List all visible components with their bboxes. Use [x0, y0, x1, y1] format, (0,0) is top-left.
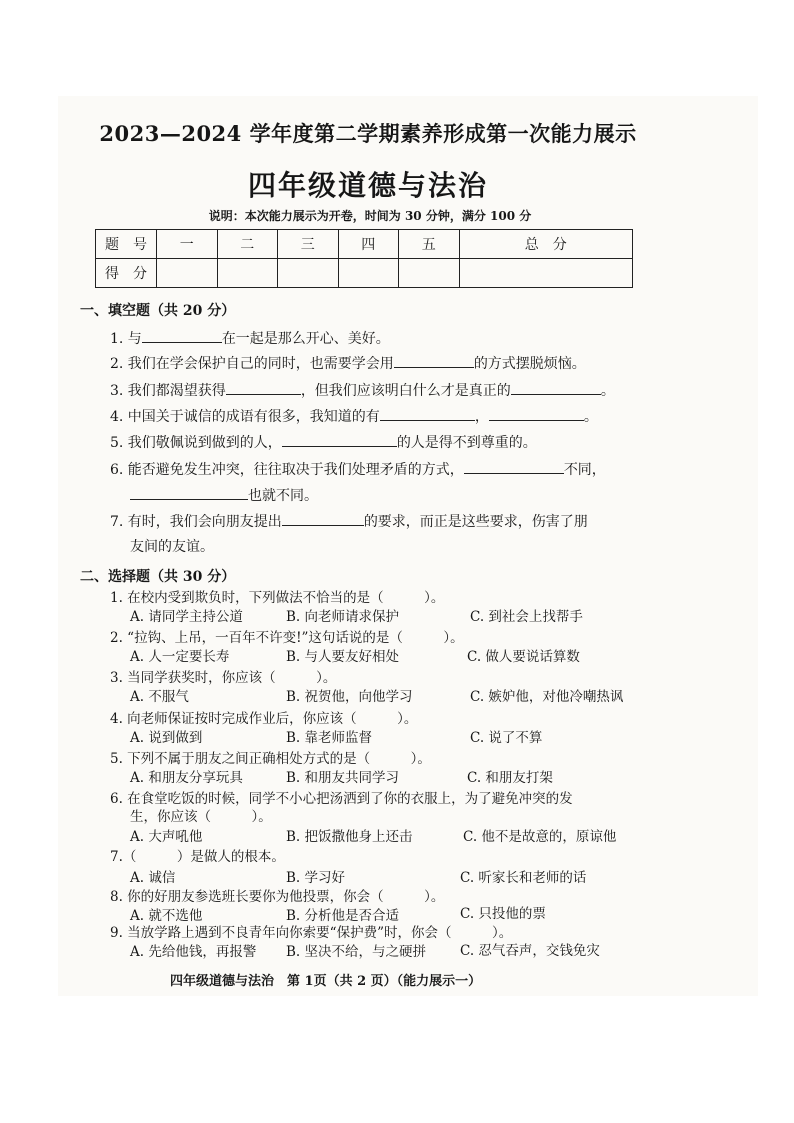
choice-option-c[interactable]: C. 做人要说话算数	[467, 649, 580, 665]
answer-blank[interactable]	[282, 511, 364, 526]
choice-question-stem: 8. 你的好朋友参选班长要你为他投票，你会（ ）。	[110, 889, 445, 905]
exam-note: 说明：本次能力展示为开卷，时间为 30 分钟，满分 100 分	[208, 209, 532, 223]
choice-question-stem: 5. 下列不属于朋友之间正确相处方式的是（ ）。	[110, 751, 431, 767]
score-input-cell[interactable]	[278, 259, 339, 288]
choice-option-a[interactable]: A. 就不选他	[130, 908, 203, 924]
question-text: ，	[474, 409, 489, 425]
fill-question	[110, 380, 615, 400]
question-text: 6. 能否避免发生冲突，往往取决于我们处理矛盾的方式，	[110, 462, 464, 478]
page-footer: 四年级道德与法治 第 1页（共 2 页）（能力展示一）	[170, 974, 482, 989]
question-text: 在一起是那么开心、美好。	[221, 331, 390, 347]
fill-question-continued	[130, 538, 214, 556]
choice-option-c[interactable]: C. 和朋友打架	[467, 770, 553, 786]
question-text: 的人是得不到尊重的。	[396, 435, 537, 451]
score-input-cell[interactable]	[399, 259, 460, 288]
choice-option-b[interactable]: B. 靠老师监督	[286, 730, 373, 746]
choice-question-stem-continued: 生，你应该（ ）。	[130, 809, 272, 825]
choice-option-c[interactable]: C. 忍气吞声，交钱免灾	[460, 943, 600, 959]
answer-blank[interactable]	[130, 485, 248, 500]
exam-title: 2023—2024 学年度第二学期素养形成第一次能力展示	[99, 121, 637, 146]
question-text: 4. 中国关于诚信的成语有很多，我知道的有	[110, 409, 380, 425]
choice-option-a[interactable]: A. 先给他钱，再报警	[130, 944, 257, 960]
fill-question	[110, 406, 598, 426]
choice-question-stem: 6. 在食堂吃饭的时候，同学不小心把汤洒到了你的衣服上，为了避免冲突的发	[110, 791, 573, 807]
choice-option-a[interactable]: A. 人一定要长寿	[130, 649, 230, 665]
question-text: 也就不同。	[248, 488, 318, 504]
choice-option-c[interactable]: C. 他不是故意的，原谅他	[463, 829, 617, 845]
choice-option-c[interactable]: C. 听家长和老师的话	[460, 870, 587, 886]
fill-question	[110, 328, 390, 348]
choice-question-stem: 7.（ ）是做人的根本。	[110, 849, 285, 865]
question-text: 。	[600, 383, 615, 399]
score-cell: 五	[399, 230, 460, 259]
answer-blank[interactable]	[226, 380, 301, 395]
answer-blank[interactable]	[464, 459, 564, 474]
question-text: 。	[583, 409, 598, 425]
question-text: 7. 有时，我们会向朋友提出	[110, 514, 282, 530]
score-input-cell[interactable]	[459, 259, 633, 288]
score-cell: 总 分	[459, 230, 633, 259]
choice-option-b[interactable]: B. 学习好	[286, 870, 346, 886]
question-text: ，但我们应该明白什么才是真正的	[300, 383, 511, 399]
subject-title: 四年级道德与法治	[247, 169, 488, 202]
answer-blank[interactable]	[511, 380, 601, 395]
choice-option-a[interactable]: A. 说到做到	[130, 730, 203, 746]
choice-question-stem: 2. “拉钩、上吊，一百年不许变!”这句话说的是（ ）。	[110, 630, 464, 646]
question-text: 友间的友谊。	[130, 539, 214, 555]
question-text: 不同，	[563, 462, 606, 478]
fill-question	[110, 353, 586, 373]
answer-blank[interactable]	[282, 432, 397, 447]
question-text: 的方式摆脱烦恼。	[473, 356, 586, 372]
choice-option-b[interactable]: B. 向老师请求保护	[286, 609, 400, 625]
answer-blank[interactable]	[394, 353, 474, 368]
section-title: 二、选择题（共 30 分）	[80, 569, 236, 585]
score-cell: 四	[338, 230, 399, 259]
question-text: 的要求，而正是这些要求，伤害了朋	[363, 514, 588, 530]
answer-blank[interactable]	[142, 328, 222, 343]
question-text: 2. 我们在学会保护自己的同时，也需要学会用	[110, 356, 394, 372]
score-table-header-row	[96, 230, 633, 259]
choice-option-a[interactable]: A. 大声吼他	[130, 829, 203, 845]
choice-option-a[interactable]: A. 诚信	[130, 870, 176, 886]
score-cell: 二	[217, 230, 278, 259]
fill-question	[110, 511, 588, 531]
choice-option-c[interactable]: C. 到社会上找帮手	[470, 609, 583, 625]
choice-option-b[interactable]: B. 坚决不给，与之硬拼	[286, 944, 427, 960]
choice-option-b[interactable]: B. 分析他是否合适	[286, 908, 400, 924]
choice-option-b[interactable]: B. 祝贺他，向他学习	[286, 689, 413, 705]
choice-option-b[interactable]: B. 和朋友共同学习	[286, 770, 400, 786]
score-table-score-row	[96, 259, 633, 288]
choice-question-stem: 1. 在校内受到欺负时，下列做法不恰当的是（ ）。	[110, 590, 445, 606]
choice-option-c[interactable]: C. 说了不算	[470, 730, 543, 746]
choice-option-a[interactable]: A. 不服气	[130, 689, 189, 705]
fill-question-continued	[130, 485, 318, 505]
score-cell: 三	[278, 230, 339, 259]
answer-blank[interactable]	[489, 406, 584, 421]
answer-blank[interactable]	[380, 406, 475, 421]
question-text: 1. 与	[110, 331, 142, 347]
fill-question	[110, 459, 606, 479]
choice-option-b[interactable]: B. 与人要友好相处	[286, 649, 400, 665]
choice-question-stem: 3. 当同学获奖时，你应该（ ）。	[110, 670, 337, 686]
choice-option-a[interactable]: A. 请同学主持公道	[130, 609, 243, 625]
score-cell: 一	[157, 230, 218, 259]
choice-option-a[interactable]: A. 和朋友分享玩具	[130, 770, 243, 786]
fill-question	[110, 432, 537, 452]
score-input-cell[interactable]	[217, 259, 278, 288]
section-title: 一、填空题（共 20 分）	[80, 303, 236, 319]
choice-option-b[interactable]: B. 把饭撒他身上还击	[286, 829, 413, 845]
question-text: 5. 我们敬佩说到做到的人，	[110, 435, 282, 451]
choice-option-c[interactable]: C. 只投他的票	[460, 906, 546, 922]
question-text: 3. 我们都渴望获得	[110, 383, 226, 399]
score-table	[95, 229, 633, 288]
choice-question-stem: 4. 向老师保证按时完成作业后，你应该（ ）。	[110, 711, 418, 727]
score-cell: 题 号	[96, 230, 157, 259]
score-input-cell[interactable]	[157, 259, 218, 288]
score-input-cell[interactable]	[338, 259, 399, 288]
choice-option-c[interactable]: C. 嫉妒他，对他冷嘲热讽	[470, 689, 624, 705]
choice-question-stem: 9. 当放学路上遇到不良青年向你索要“保护费”时，你会（ ）。	[110, 925, 513, 941]
score-cell: 得 分	[96, 259, 157, 288]
